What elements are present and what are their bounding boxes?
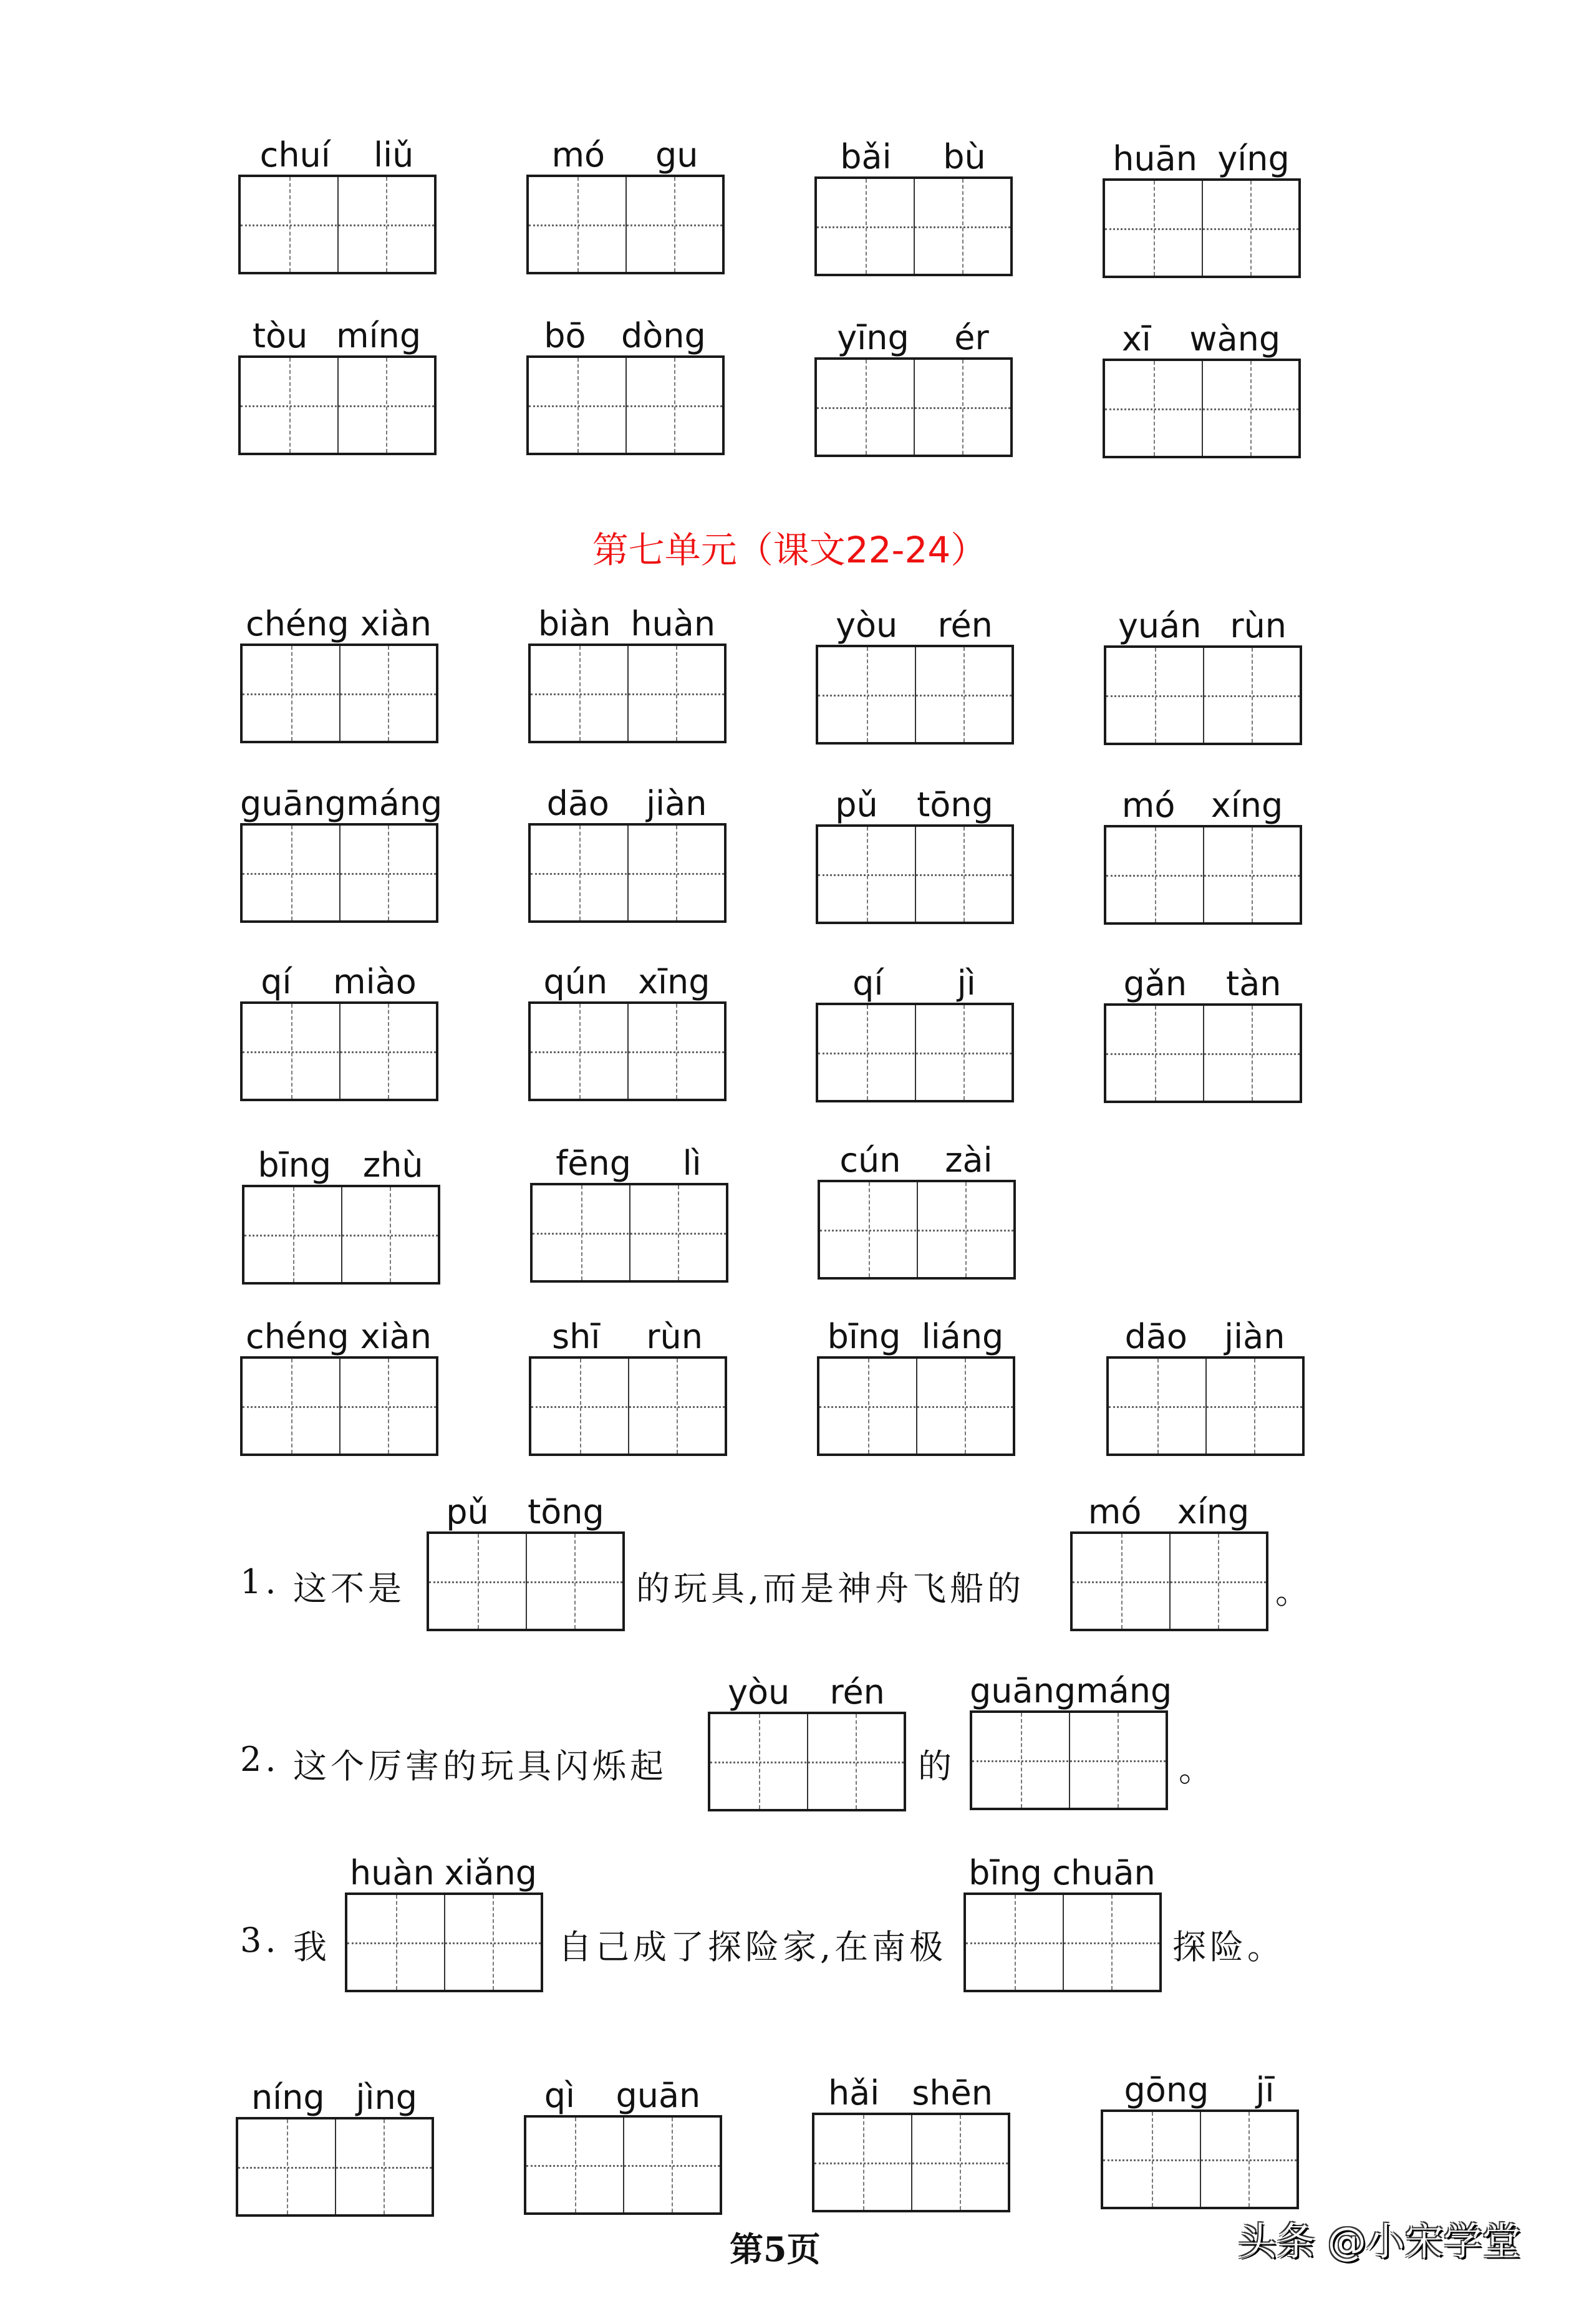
pinyin-syllable: wàng	[1189, 319, 1281, 359]
sentence-number: 3.	[240, 1921, 280, 1960]
tian-zi-grid-box[interactable]	[816, 645, 1014, 745]
pinyin-label	[1101, 2060, 1298, 2109]
pinyin-syllable: tōng	[528, 1492, 604, 1531]
pinyin-syllable: fēng	[556, 1144, 632, 1183]
pinyin-syllable: huān	[1113, 139, 1197, 178]
pinyin-syllable: chuān	[1052, 1853, 1156, 1892]
pinyin-syllable: rùn	[1230, 606, 1287, 645]
pinyin-label	[814, 127, 1012, 176]
tian-zi-grid-box[interactable]	[528, 823, 727, 923]
tian-zi-grid-box[interactable]	[963, 1892, 1162, 1992]
pinyin-syllable: mó	[1121, 786, 1176, 825]
pinyin-syllable: tàn	[1226, 964, 1282, 1003]
pinyin-syllable: níng	[251, 2078, 325, 2117]
pinyin-syllable: shī	[551, 1317, 601, 1356]
pinyin-syllable: tòu	[252, 316, 308, 355]
tian-zi-grid-box[interactable]	[1106, 1356, 1305, 1456]
pinyin-label	[528, 952, 725, 1001]
pinyin-syllable: guāng	[970, 1671, 1076, 1710]
tian-zi-grid-box[interactable]	[816, 1003, 1014, 1102]
pinyin-syllable: zài	[945, 1140, 993, 1180]
pinyin-syllable: qún	[543, 962, 608, 1001]
pinyin-syllable: chéng	[246, 604, 349, 644]
pinyin-syllable: jì	[957, 963, 976, 1003]
tian-zi-grid-box[interactable]	[236, 2117, 434, 2217]
pinyin-label	[345, 1843, 542, 1892]
pinyin-syllable: máng	[1076, 1671, 1172, 1710]
tian-zi-grid-box[interactable]	[1104, 1003, 1302, 1103]
pinyin-syllable: dāo	[1124, 1317, 1187, 1356]
pinyin-syllable: máng	[346, 784, 443, 823]
watermark: 头条 @小宋学堂	[1238, 2219, 1521, 2264]
pinyin-syllable: bō	[544, 316, 586, 355]
pinyin-syllable: rùn	[646, 1317, 703, 1356]
sentence-text: 自己成了探险家,在南极	[558, 1927, 947, 1967]
pinyin-label	[240, 952, 437, 1001]
pinyin-syllable: pǔ	[835, 785, 878, 824]
tian-zi-grid-box[interactable]	[1103, 359, 1301, 458]
pinyin-label	[816, 953, 1013, 1003]
pinyin-syllable: biàn	[538, 604, 611, 644]
pinyin-label	[240, 1306, 437, 1356]
tian-zi-grid-box[interactable]	[240, 1356, 438, 1456]
sentence-text: 我	[293, 1927, 331, 1967]
tian-zi-grid-box[interactable]	[242, 1185, 440, 1285]
pinyin-syllable: xiǎng	[444, 1853, 538, 1892]
tian-zi-grid-box[interactable]	[345, 1892, 543, 1992]
tian-zi-grid-box[interactable]	[818, 1180, 1016, 1280]
pinyin-label	[970, 1661, 1172, 1710]
pinyin-syllable: ér	[954, 318, 989, 357]
pinyin-syllable: qì	[544, 2076, 575, 2115]
pinyin-label	[1104, 595, 1301, 645]
pinyin-syllable: gu	[655, 135, 698, 175]
tian-zi-grid-box[interactable]	[427, 1531, 625, 1631]
tian-zi-grid-box[interactable]	[528, 644, 727, 743]
sentence-text: 。	[1179, 1750, 1216, 1789]
pinyin-syllable: liǔ	[374, 135, 414, 175]
sentence-text: 的玩具,而是神舟飞船的	[636, 1569, 1025, 1608]
unit-heading: 第七单元（课文22-24）	[592, 529, 987, 571]
pinyin-syllable: bīng	[258, 1145, 332, 1185]
tian-zi-grid-box[interactable]	[814, 357, 1013, 457]
pinyin-syllable: xíng	[1177, 1492, 1250, 1531]
tian-zi-grid-box[interactable]	[816, 824, 1014, 924]
pinyin-syllable: guān	[616, 2076, 701, 2115]
pinyin-syllable: gōng	[1124, 2070, 1209, 2109]
pinyin-label	[526, 306, 723, 355]
pinyin-syllable: rén	[829, 1672, 885, 1712]
pinyin-syllable: tōng	[917, 785, 993, 824]
pinyin-label	[242, 1135, 439, 1185]
pinyin-syllable: jiàn	[1224, 1317, 1285, 1356]
pinyin-label	[528, 594, 725, 644]
pinyin-syllable: miào	[333, 962, 417, 1001]
pinyin-syllable: huàn	[349, 1853, 435, 1892]
sentence-text: 的	[918, 1747, 955, 1786]
pinyin-syllable: yuán	[1118, 606, 1202, 645]
pinyin-label	[528, 773, 725, 823]
sentence-text: 。	[1275, 1572, 1313, 1611]
pinyin-label	[1103, 309, 1300, 359]
pinyin-syllable: xiàn	[360, 604, 432, 644]
pinyin-syllable: yòu	[728, 1672, 790, 1712]
pinyin-syllable: yīng	[837, 318, 909, 357]
tian-zi-grid-box[interactable]	[1103, 178, 1301, 278]
pinyin-syllable: jiàn	[646, 784, 707, 823]
pinyin-label	[816, 774, 1013, 824]
tian-zi-grid-box[interactable]	[526, 175, 725, 274]
tian-zi-grid-box[interactable]	[529, 1356, 727, 1456]
pinyin-label	[526, 125, 723, 175]
pinyin-label	[963, 1843, 1161, 1892]
pinyin-label	[1106, 1306, 1303, 1356]
pinyin-syllable: pǔ	[446, 1492, 489, 1531]
pinyin-syllable: xīng	[638, 962, 710, 1001]
sentence-number: 1.	[240, 1562, 280, 1601]
pinyin-syllable: mó	[1088, 1492, 1142, 1531]
pinyin-syllable: hǎi	[828, 2073, 880, 2113]
pinyin-syllable: shēn	[912, 2073, 993, 2113]
pinyin-label	[530, 1133, 727, 1183]
tian-zi-grid-box[interactable]	[970, 1710, 1168, 1810]
sentence-text: 探险。	[1172, 1927, 1285, 1967]
pinyin-syllable: jī	[1255, 2070, 1275, 2109]
pinyin-label	[1070, 1482, 1267, 1531]
tian-zi-grid-box[interactable]	[524, 2115, 722, 2215]
tian-zi-grid-box[interactable]	[238, 175, 437, 274]
pinyin-syllable: lì	[682, 1144, 702, 1183]
pinyin-label	[238, 125, 435, 175]
tian-zi-grid-box[interactable]	[530, 1183, 728, 1283]
sentence-text: 这个厉害的玩具闪烁起	[293, 1747, 667, 1786]
pinyin-label	[1103, 128, 1300, 178]
pinyin-syllable: xī	[1121, 319, 1151, 359]
sentence-text: 这不是	[293, 1569, 405, 1608]
tian-zi-grid-box[interactable]	[708, 1712, 906, 1811]
pinyin-label	[529, 1306, 726, 1356]
pinyin-syllable: cún	[839, 1140, 901, 1180]
pinyin-syllable: bīng	[827, 1317, 901, 1356]
pinyin-label	[708, 1662, 905, 1712]
tian-zi-grid-box[interactable]	[238, 355, 437, 455]
pinyin-syllable: bǎi	[840, 137, 892, 176]
pinyin-label	[1104, 775, 1301, 825]
pinyin-syllable: gǎn	[1123, 964, 1187, 1003]
pinyin-syllable: zhù	[362, 1145, 423, 1185]
tian-zi-grid-box[interactable]	[528, 1001, 727, 1101]
pinyin-syllable: míng	[336, 316, 422, 355]
pinyin-syllable: yòu	[836, 605, 898, 645]
pinyin-label	[1104, 953, 1301, 1003]
tian-zi-grid-box[interactable]	[240, 644, 438, 743]
pinyin-syllable: yíng	[1217, 139, 1290, 178]
tian-zi-grid-box[interactable]	[814, 176, 1013, 276]
tian-zi-grid-box[interactable]	[526, 355, 725, 455]
pinyin-syllable: rén	[937, 605, 993, 645]
tian-zi-grid-box[interactable]	[1070, 1531, 1268, 1631]
tian-zi-grid-box[interactable]	[240, 1001, 438, 1101]
pinyin-label	[240, 594, 437, 644]
pinyin-syllable: xiàn	[360, 1317, 432, 1356]
pinyin-syllable: xíng	[1210, 786, 1283, 825]
pinyin-syllable: dāo	[546, 784, 609, 823]
tian-zi-grid-box[interactable]	[1101, 2109, 1299, 2209]
tian-zi-grid-box[interactable]	[240, 823, 438, 923]
pinyin-label	[818, 1130, 1015, 1180]
sentence-number: 2.	[240, 1740, 280, 1779]
pinyin-syllable: liáng	[921, 1317, 1004, 1356]
pinyin-label	[238, 306, 435, 355]
pinyin-syllable: chuí	[259, 135, 331, 175]
pinyin-syllable: dòng	[620, 316, 706, 355]
pinyin-label	[814, 307, 1012, 357]
pinyin-syllable: mó	[551, 135, 606, 175]
pinyin-label	[524, 2065, 721, 2115]
pinyin-syllable: jìng	[355, 2078, 418, 2117]
pinyin-syllable: guāng	[240, 784, 347, 823]
pinyin-label	[236, 2067, 433, 2117]
tian-zi-grid-box[interactable]	[812, 2113, 1010, 2212]
pinyin-label	[817, 1306, 1014, 1356]
pinyin-label	[427, 1482, 624, 1531]
pinyin-label	[816, 595, 1013, 645]
pinyin-syllable: chéng	[246, 1317, 349, 1356]
pinyin-syllable: huàn	[630, 604, 716, 644]
tian-zi-grid-box[interactable]	[817, 1356, 1015, 1456]
pinyin-syllable: bù	[943, 137, 986, 176]
pinyin-label	[812, 2063, 1009, 2113]
pinyin-syllable: qí	[852, 963, 884, 1003]
tian-zi-grid-box[interactable]	[1104, 645, 1302, 745]
pinyin-syllable: bīng	[968, 1853, 1042, 1892]
pinyin-syllable: qí	[261, 962, 292, 1001]
tian-zi-grid-box[interactable]	[1104, 825, 1302, 925]
pinyin-label	[240, 773, 443, 823]
page-number: 第5页	[730, 2229, 821, 2269]
